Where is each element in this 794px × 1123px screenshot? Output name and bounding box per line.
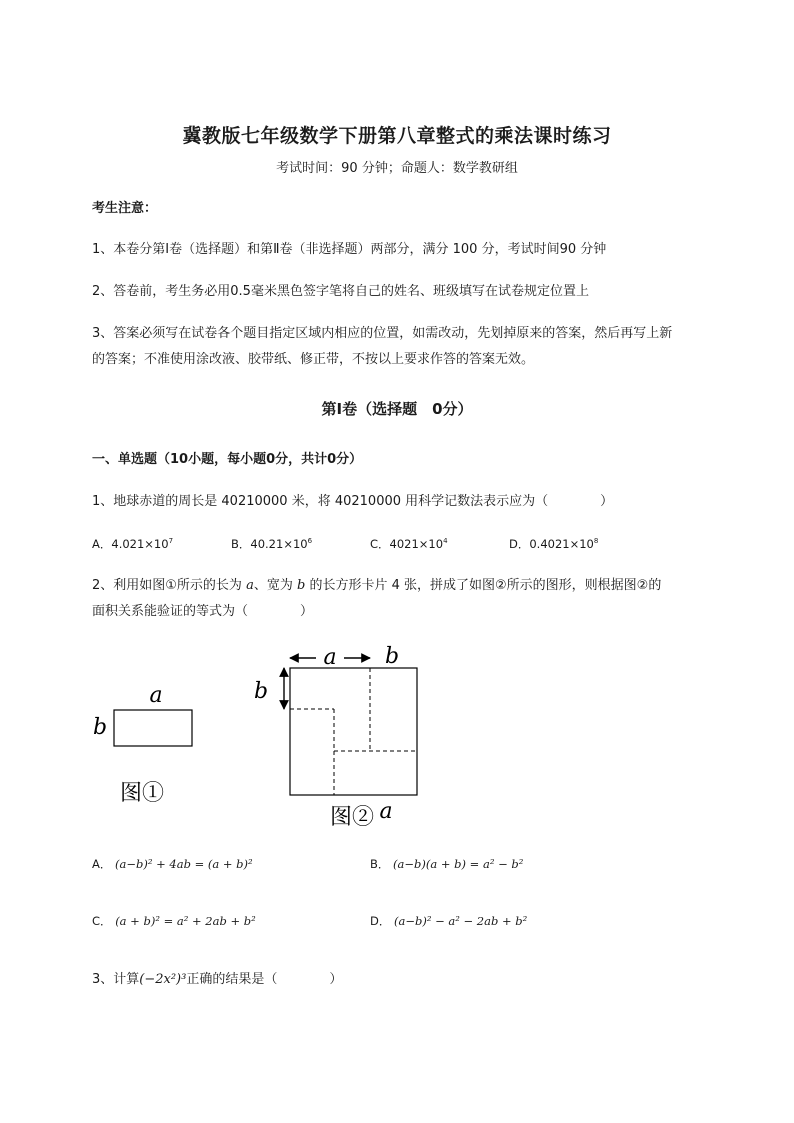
q1-option-a[interactable] [92, 536, 173, 552]
q3-stem-part-2: 正确的结果是（ [186, 972, 278, 987]
notice-item-2: 2、答卷前，考生务必用0.5毫米黑色签字笔将自己的姓名、班级填写在试卷规定位置上 [92, 284, 589, 299]
q2-stem-part-2: 、宽为 [253, 578, 293, 593]
q2-figure [80, 630, 460, 840]
q1-option-c-exp: 4 [443, 537, 448, 545]
q1-option-c-base: 4021×10 [389, 537, 444, 551]
q1-stem-text: 1、地球赤道的周长是 40210000 米，将 40210000 用科学记数法表示应为（ [92, 494, 549, 509]
q2-option-d-expr: (a−b)² − a² − 2ab + b² [394, 914, 528, 928]
q1-option-a-base: 4.021×10 [111, 537, 169, 551]
q2-option-c-expr: (a + b)² = a² + 2ab + b² [115, 914, 256, 928]
q2-stem-part-3: 的长方形卡片 4 张，拼成了如图②所示的图形，则根据图②的 [309, 578, 662, 593]
notice-heading: 考生注意： [92, 201, 158, 216]
fig2-label-b-left: b [253, 679, 269, 704]
q1-option-b-label: B． [231, 537, 251, 551]
q3-expression: (−2x²)³ [139, 972, 187, 987]
q3-stem [92, 970, 342, 990]
notice-item-1: 1、本卷分第Ⅰ卷（选择题）和第Ⅱ卷（非选择题）两部分，满分 100 分，考试时间90 分钟 [92, 242, 607, 257]
q2-var-b: b [297, 578, 306, 593]
q1-option-a-exp: 7 [168, 537, 174, 545]
q2-stem-line-1 [92, 576, 661, 596]
q1-option-d-base: 0.4021×10 [529, 537, 594, 551]
q2-stem-line-2-text: 面积关系能验证的等式为（ [92, 604, 249, 619]
document-subtitle: 考试时间：90 分钟；命题人：数学教研组 [276, 161, 518, 176]
fig1-label-b: b [92, 715, 108, 740]
document-title: 冀教版七年级数学下册第八章整式的乘法课时练习 [182, 125, 612, 147]
notice-item-3-line-2: 的答案；不准使用涂改液、胶带纸、修正带，不按以上要求作答的答案无效。 [92, 352, 535, 367]
fig2-caption: 图② [330, 805, 375, 830]
q1-option-b-exp: 6 [307, 537, 313, 545]
q1-option-c[interactable] [370, 536, 448, 552]
fig2-square [290, 668, 417, 795]
q2-option-b-expr: (a−b)(a + b) = a² − b² [393, 857, 524, 871]
fig2-label-a-top: a [323, 645, 337, 670]
q1-option-d-label: D． [509, 537, 530, 551]
q2-option-d[interactable] [370, 913, 527, 929]
q2-option-a[interactable] [92, 856, 253, 872]
section-title: 第Ⅰ卷（选择题 0分） [321, 400, 473, 418]
part-heading: 一、单选题（10小题，每小题0分，共计0分） [92, 452, 363, 467]
q2-option-d-label: D． [370, 914, 391, 928]
q2-option-a-expr: (a−b)² + 4ab = (a + b)² [115, 857, 253, 871]
q2-stem-line-2 [92, 602, 313, 622]
q2-option-c[interactable] [92, 913, 256, 929]
fig1-rectangle [114, 710, 192, 746]
q2-option-c-label: C． [92, 914, 112, 928]
q1-option-b-base: 40.21×10 [250, 537, 308, 551]
q1-option-d[interactable] [509, 536, 598, 552]
q1-option-a-label: A． [92, 537, 112, 551]
q2-option-b-label: B． [370, 857, 390, 871]
q3-stem-close: ） [329, 972, 343, 987]
q2-var-a: a [246, 578, 254, 593]
q2-stem-part-1: 2、利用如图①所示的长为 [92, 578, 242, 593]
q2-option-b[interactable] [370, 856, 523, 872]
q2-stem-close: ） [300, 604, 314, 619]
q1-option-d-exp: 8 [593, 537, 599, 545]
q2-option-a-label: A． [92, 857, 112, 871]
fig1-label-a: a [149, 683, 163, 708]
fig2-label-b-top: b [384, 644, 400, 669]
q1-stem-close: ） [600, 494, 614, 509]
q3-stem-part-1: 3、计算 [92, 972, 140, 987]
notice-item-3-line-1: 3、答案必须写在试卷各个题目指定区域内相应的位置，如需改动，先划掉原来的答案，然后再写上新 [92, 326, 673, 341]
q1-option-b[interactable] [231, 536, 312, 552]
fig1-caption: 图① [120, 781, 165, 806]
q1-stem [92, 492, 613, 512]
fig2-label-a-bottom: a [379, 799, 393, 824]
q1-option-c-label: C． [370, 537, 390, 551]
